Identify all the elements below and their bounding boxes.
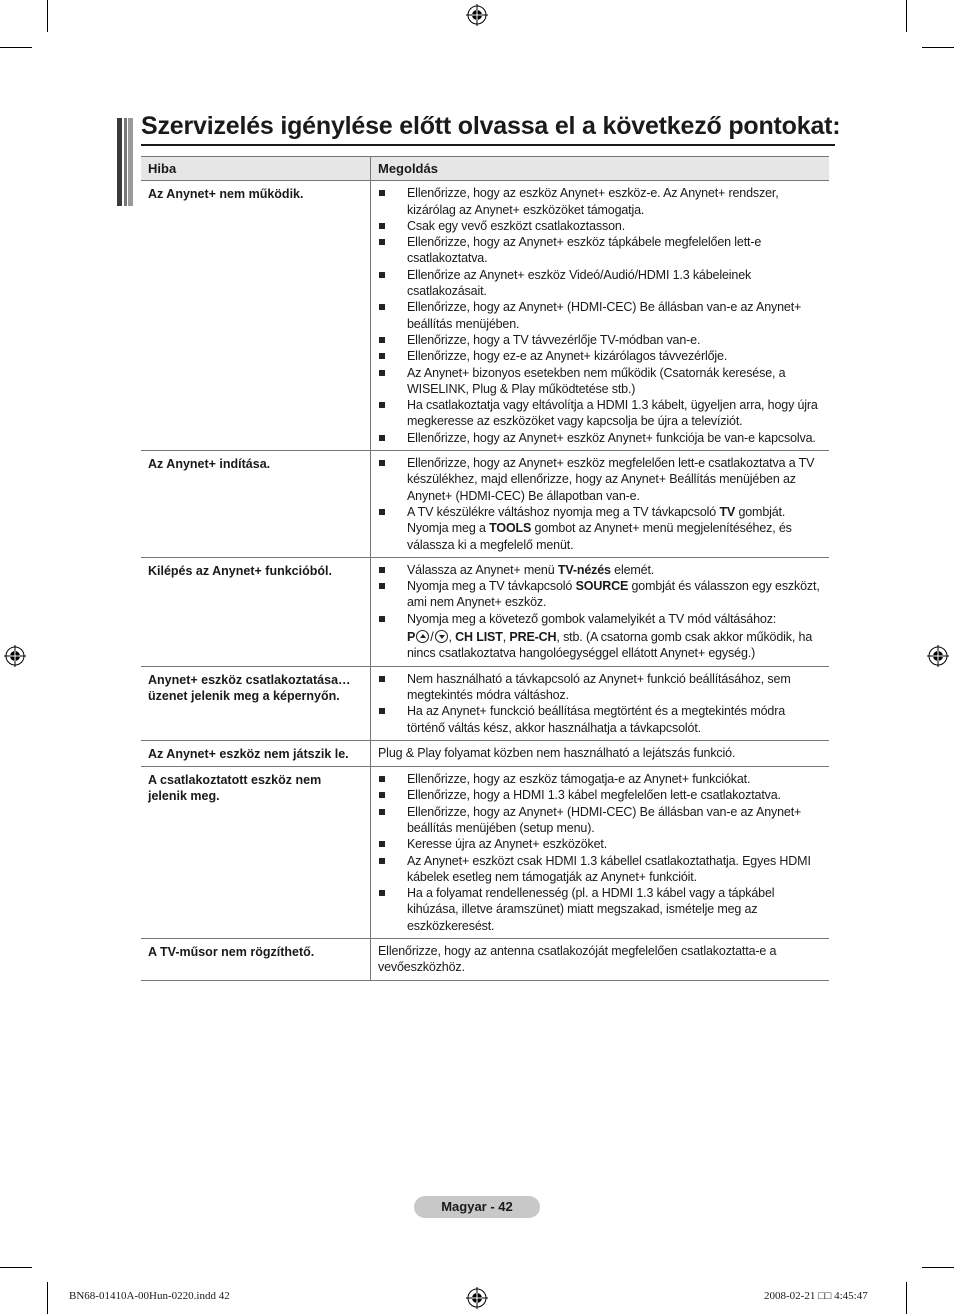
list-item: Ellenőrizze, hogy az eszköz Anynet+ eszköz-e. Az Anynet+ rendszer, kizárólag az Anynet+ eszközöket támogatja. (378, 185, 822, 218)
list-item: Ellenőrize az Anynet+ eszköz Videó/Audió/HDMI 1.3 kábeleinek csatlakozásait. (378, 267, 822, 300)
list-item (378, 504, 822, 553)
list-item: Ellenőrizze, hogy az Anynet+ eszköz megfelelően lett-e csatlakoztatva a TV készülékhez, majd ellenőrizze, hogy az Anynet+ Beállítás menüjében az Anynet+ (HDMI-CEC) Be állapotban van-e. (378, 455, 822, 504)
problem-cell: Az Anynet+ nem működik. (141, 181, 371, 451)
channel-up-icon (416, 630, 429, 643)
solution-list (378, 455, 822, 553)
solution-cell (371, 557, 830, 666)
solution-cell (371, 666, 830, 740)
page-title: Szervizelés igénylése előtt olvassa el a következő pontokat: (141, 112, 841, 140)
imprint-file: BN68-01410A-00Hun-0220.indd 42 (69, 1290, 230, 1302)
crop-mark (0, 1267, 32, 1268)
pre-ch-key-label: PRE-CH (509, 630, 557, 645)
table-header-row (141, 157, 829, 181)
crop-mark (47, 1282, 48, 1314)
list-item: Az Anynet+ bizonyos esetekben nem működik (Csatornák keresése, a WISELINK, Plug & Play működtetése stb.) (378, 365, 822, 398)
column-header-solution: Megoldás (371, 157, 830, 181)
solution-cell (371, 181, 830, 451)
solution-list (378, 562, 822, 627)
list-item: Ellenőrizze, hogy ez-e az Anynet+ kizárólagos távvezérlője. (378, 348, 822, 364)
source-key-label: SOURCE (575, 579, 629, 594)
text-fragment: Válassza az Anynet+ menü (407, 562, 558, 577)
solution-cell (371, 767, 830, 939)
p-key-label: P (407, 630, 416, 645)
text-fragment: Nyomja meg a TV távkapcsoló (407, 579, 576, 594)
text-fragment: gombját és válasszon egy eszközt, ami nem Anynet+ eszköz. (407, 579, 820, 610)
registration-mark-icon (466, 4, 488, 26)
list-item: Ellenőrizze, hogy az eszköz támogatja-e az Anynet+ funkciókat. (378, 771, 822, 787)
table-row (141, 740, 829, 766)
solution-cell: Plug & Play folyamat közben nem használható a lejátszás funkció. (371, 740, 830, 766)
list-item: Ellenőrizze, hogy a TV távvezérlője TV-módban van-e. (378, 332, 822, 348)
problem-cell: Az Anynet+ eszköz nem játszik le. (141, 740, 371, 766)
text-fragment: , (502, 630, 510, 645)
problem-cell: Kilépés az Anynet+ funkcióból. (141, 557, 371, 666)
problem-cell: Az Anynet+ indítása. (141, 451, 371, 558)
list-item: Ellenőrizze, hogy az Anynet+ eszköz Anynet+ funkciója be van-e kapcsolva. (378, 430, 822, 446)
text-fragment: / (430, 630, 434, 645)
list-item: Ha a folyamat rendellenesség (pl. a HDMI 1.3 kábel vagy a tápkábel kihúzása, illetve áramszünet) miatt megszakad, ismételje meg az eszközkeresést. (378, 885, 822, 934)
list-item: Ellenőrizze, hogy a HDMI 1.3 kábel megfelelően lett-e csatlakoztatva. (378, 787, 822, 803)
list-item: Ellenőrizze, hogy az Anynet+ (HDMI-CEC) Be állásban van-e az Anynet+ beállítás menüjében. (378, 299, 822, 332)
table-row (141, 767, 829, 939)
list-item: Keresse újra az Anynet+ eszközöket. (378, 836, 822, 852)
problem-cell: Anynet+ eszköz csatlakoztatása… üzenet jelenik meg a képernyőn. (141, 666, 371, 740)
solution-list (378, 771, 822, 934)
tv-key-label: TV (719, 504, 736, 519)
list-item (378, 562, 822, 578)
solution-list (378, 671, 822, 736)
imprint-date: 2008-02-21 □□ 4:45:47 (764, 1290, 868, 1302)
table-row (141, 666, 829, 740)
crop-mark (906, 0, 907, 32)
title-side-bars (117, 118, 133, 206)
title-rule (141, 144, 835, 146)
list-item: Csak egy vevő eszközt csatlakoztasson. (378, 218, 822, 234)
text-fragment: gombját. Nyomja meg a (407, 504, 786, 536)
list-item: Az Anynet+ eszközt csak HDMI 1.3 kábellel csatlakoztathatja. Egyes HDMI kábelek esetleg nem támogatják az Anynet+ funkcióit. (378, 853, 822, 886)
table-row (141, 939, 829, 981)
table-row (141, 557, 829, 666)
registration-mark-icon (4, 645, 26, 667)
tools-key-label: TOOLS (489, 521, 532, 536)
channel-down-icon (435, 630, 448, 643)
problem-cell: A TV-műsor nem rögzíthető. (141, 939, 371, 981)
crop-mark (922, 47, 954, 48)
ch-list-key-label: CH LIST (455, 630, 503, 645)
solution-cell (371, 451, 830, 558)
crop-mark (47, 0, 48, 32)
solution-cell: Ellenőrizze, hogy az antenna csatlakozóját megfelelően csatlakoztatta-e a vevőeszközhöz. (371, 939, 830, 981)
column-header-problem: Hiba (141, 157, 371, 181)
list-item: Ellenőrizze, hogy az Anynet+ (HDMI-CEC) Be állásban van-e az Anynet+ beállítás menüjében (setup menu). (378, 804, 822, 837)
crop-mark (906, 1282, 907, 1314)
text-fragment: , stb. (A csatorna gomb csak akkor működik, ha nincs csatlakoztatva hangolóegységgel ellátott Anynet+ egység.) (407, 630, 813, 661)
problem-cell: A csatlakoztatott eszköz nem jelenik meg. (141, 767, 371, 939)
table-row (141, 181, 829, 451)
crop-mark (922, 1267, 954, 1268)
solution-list (378, 185, 822, 446)
tv-view-label: TV-nézés (557, 562, 611, 577)
list-item: Ha csatlakoztatja vagy eltávolítja a HDMI 1.3 kábelt, ügyeljen arra, hogy újra megkeresse az eszközöket vagy kapcsolja be újra a televíziót. (378, 397, 822, 430)
key-list-line (378, 627, 822, 662)
list-item: Ha az Anynet+ funckció beállítása megtörtént és a megtekintés módra történő váltás kész, akkor használhatja a távkapcsolót. (378, 703, 822, 736)
list-item: Nem használható a távkapcsoló az Anynet+ funkció beállításához, sem megtekintés módra váltáshoz. (378, 671, 822, 704)
troubleshooting-table (141, 156, 829, 981)
list-item: Nyomja meg a követező gombok valamelyikét a TV mód váltásához: (378, 611, 822, 627)
text-fragment: A TV készülékre váltáshoz nyomja meg a TV távkapcsoló (407, 504, 720, 519)
text-fragment: elemét. (610, 562, 655, 577)
table-row (141, 451, 829, 558)
list-item: Ellenőrizze, hogy az Anynet+ eszköz tápkábele megfelelően lett-e csatlakoztatva. (378, 234, 822, 267)
list-item (378, 578, 822, 611)
text-fragment: gombot az Anynet+ menü megjelenítéséhez, és válassza ki a megfelelő menüt. (407, 521, 792, 552)
registration-mark-icon (466, 1287, 488, 1309)
page-number-badge: Magyar - 42 (414, 1196, 540, 1218)
text-fragment: , (448, 630, 456, 645)
registration-mark-icon (927, 645, 949, 667)
crop-mark (0, 47, 32, 48)
